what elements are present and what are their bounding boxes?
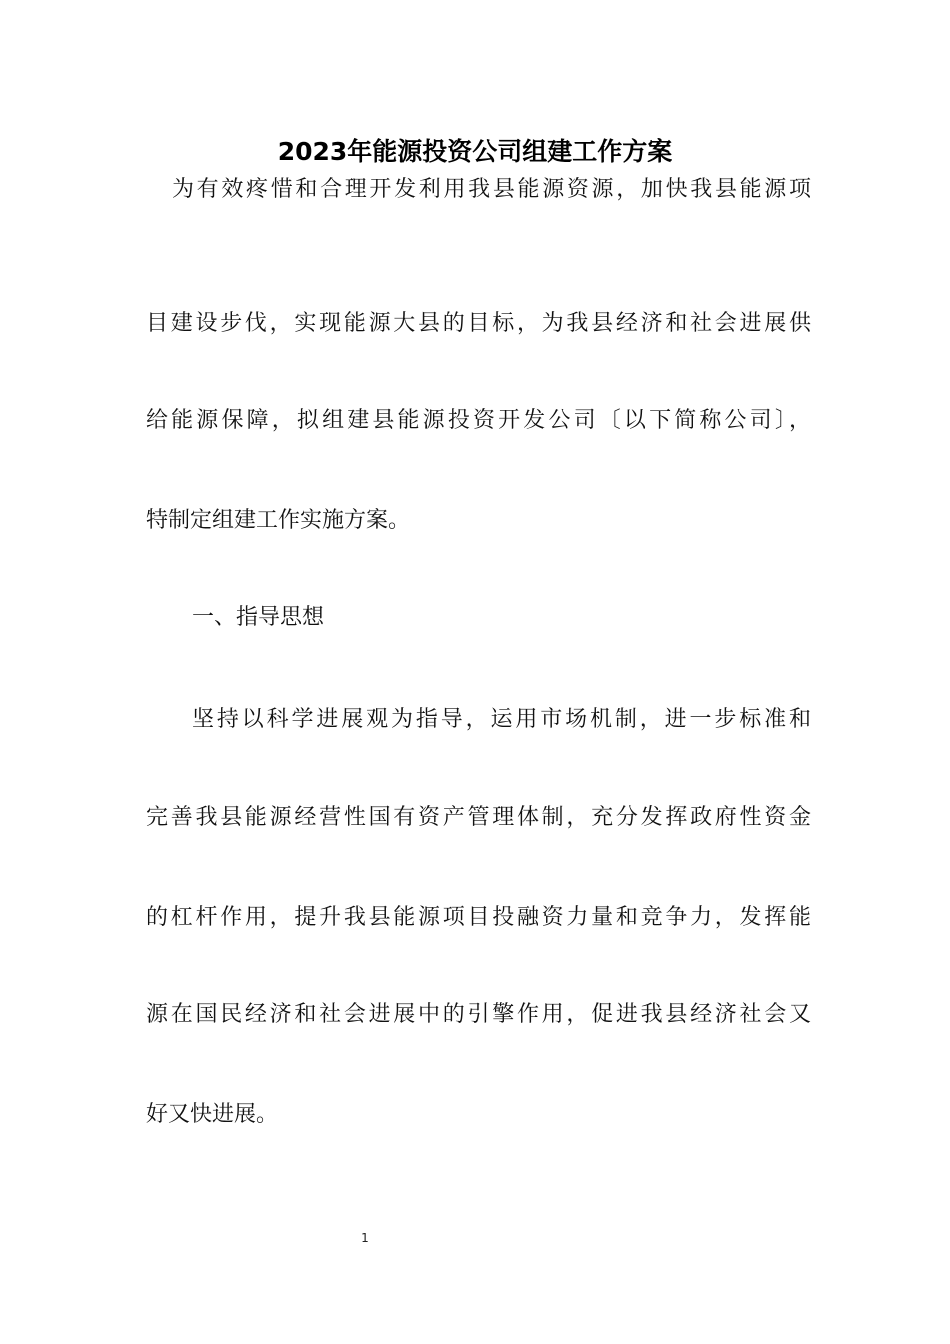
section-line-1: 坚持以科学进展观为指导，运用市场机制，进一步标准和 [192, 707, 811, 732]
intro-line-4: 特制定组建工作实施方案。 [146, 508, 411, 533]
section-line-4: 源在国民经济和社会进展中的引擎作用，促进我县经济社会又 [146, 1002, 811, 1027]
section-line-2: 完善我县能源经营性国有资产管理体制，充分发挥政府性资金 [146, 805, 811, 830]
intro-line-2: 目建设步伐，实现能源大县的目标，为我县经济和社会进展供 [146, 311, 811, 336]
intro-line-1: 为有效疼惜和合理开发利用我县能源资源，加快我县能源项 [172, 177, 811, 202]
intro-line-3: 给能源保障，拟组建县能源投资开发公司〔以下简称公司〕， [146, 408, 811, 433]
document-title: 2023年能源投资公司组建工作方案 [277, 137, 673, 166]
section-line-5: 好又快进展。 [146, 1102, 279, 1127]
section-heading: 一、指导思想 [192, 605, 325, 630]
page-number: 1 [361, 1231, 369, 1245]
section-line-3: 的杠杆作用，提升我县能源项目投融资力量和竞争力，发挥能 [146, 905, 811, 930]
